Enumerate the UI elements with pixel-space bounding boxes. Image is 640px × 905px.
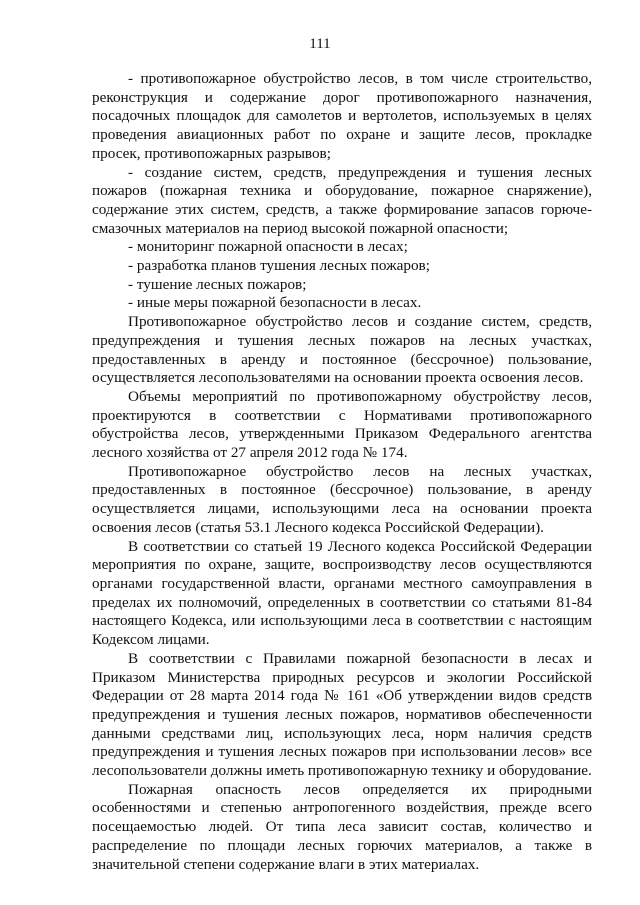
document-body: [92, 70, 592, 874]
paragraph: Противопожарное обустройство лесов на лесных участках, предоставленных в постоянное (бессрочное) пользование, в аренду осуществляется лицами, использующими леса на основании проекта освоения лесов (статья 53.1 Лесного кодекса Российской Федерации).: [92, 462, 592, 536]
list-item: - разработка планов тушения лесных пожаров;: [128, 257, 430, 275]
paragraph: Пожарная опасность лесов определяется их природными особенностями и степенью антропогенного воздействия, прежде всего посещаемостью людей. От типа леса зависит состав, количество и распределение по площади лесных горючих материалов, а также в значительной степени содержание влаги в этих материалах.: [92, 780, 592, 873]
paragraph: В соответствии с Правилами пожарной безопасности в лесах и Приказом Министерства природных ресурсов и экологии Российской Федерации от 28 марта 2014 года № 161 «Об утверждении видов средств предупреждения и тушения лесных пожаров, нормативов обеспеченности данными средствами лиц, использующих леса, норм наличия средств предупреждения и тушения лесных пожаров при использовании лесов» все лесопользователи должны иметь противопожарную технику и оборудование.: [92, 649, 592, 780]
list-item: - противопожарное обустройство лесов, в том числе строительство, реконструкция и содержание дорог противопожарного назначения, посадочных площадок для самолетов и вертолетов, используемых в целях проведения авиационных работ по охране и защите лесов, прокладке просек, противопожарных разрывов;: [92, 70, 592, 162]
list-item: - иные меры пожарной безопасности в лесах.: [128, 294, 422, 312]
paragraph: Противопожарное обустройство лесов и создание систем, средств, предупреждения и тушения лесных пожаров на лесных участках, предоставленных в аренду и постоянное (бессрочное) пользование, осуществляется лесопользователями на основании проекта освоения лесов.: [92, 313, 592, 387]
page-number: 111: [309, 36, 331, 52]
list-item: - создание систем, средств, предупреждения и тушения лесных пожаров (пожарная техника и оборудование, пожарное снаряжение), содержание этих систем, средств, а также формирование запасов горюче-смазочных материалов на период высокой пожарной опасности;: [92, 163, 592, 237]
paragraph: В соответствии со статьей 19 Лесного кодекса Российской Федерации мероприятия по охране, защите, воспроизводству лесов осуществляются органами государственной власти, органами местного самоуправления в пределах их полномочий, определенных в соответствии со статьями 81-84 настоящего Кодекса, или использующими леса в соответствии с настоящим Кодексом лицами.: [92, 537, 592, 649]
list-item: - мониторинг пожарной опасности в лесах;: [128, 238, 408, 256]
paragraph: Объемы мероприятий по противопожарному обустройству лесов, проектируются в соответствии с Нормативами противопожарного обустройства лесов, утвержденными Приказом Федерального агентства лесного хозяйства от 27 апреля 2012 года № 174.: [92, 387, 592, 462]
list-item: - тушение лесных пожаров;: [128, 275, 307, 293]
